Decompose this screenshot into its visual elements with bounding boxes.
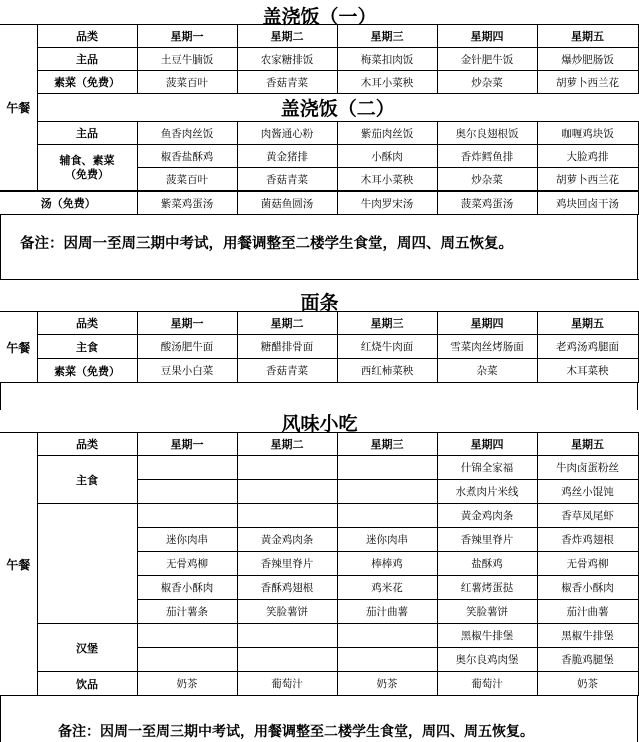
menu-cell: 木耳小菜秧 bbox=[337, 71, 437, 94]
menu-cell: 牛肉卤蛋粉丝 bbox=[537, 456, 638, 480]
header-wed: 星期三 bbox=[337, 312, 437, 335]
header-thu: 星期四 bbox=[437, 433, 537, 456]
menu-cell: 金针肥牛饭 bbox=[437, 48, 537, 71]
menu-cell: 肉酱通心粉 bbox=[237, 122, 337, 145]
menu-cell: 牛肉罗宋汤 bbox=[337, 192, 437, 215]
lunch-label: 午餐 bbox=[0, 433, 37, 696]
section-title-gaijiao-2: 盖浇饭（二） bbox=[37, 94, 638, 122]
row-label-veg: 素菜（免费） bbox=[37, 359, 137, 383]
header-fri: 星期五 bbox=[537, 433, 638, 456]
header-tue: 星期二 bbox=[237, 433, 337, 456]
menu-cell: 木耳小菜秧 bbox=[337, 168, 437, 191]
menu-cell: 黄金猪排 bbox=[237, 145, 337, 168]
menu-cell: 迷你肉串 bbox=[337, 528, 437, 552]
header-mon: 星期一 bbox=[137, 25, 237, 48]
menu-cell: 老鸡汤鸡腿面 bbox=[537, 335, 638, 359]
gaijiao-table bbox=[0, 24, 639, 191]
row-label-main: 主品 bbox=[37, 48, 137, 71]
menu-cell: 茄汁薯条 bbox=[137, 600, 237, 624]
menu-cell: 椒香小酥肉 bbox=[537, 576, 638, 600]
row-label-staple: 主食 bbox=[37, 335, 137, 359]
menu-cell: 奶茶 bbox=[337, 672, 437, 696]
menu-cell: 木耳菜秧 bbox=[537, 359, 638, 383]
menu-cell: 迷你肉串 bbox=[137, 528, 237, 552]
menu-cell: 葡萄汁 bbox=[237, 672, 337, 696]
menu-cell: 红薯烤蛋挞 bbox=[437, 576, 537, 600]
menu-cell bbox=[337, 504, 437, 528]
snacks-table bbox=[0, 432, 639, 696]
menu-cell: 西红柿菜秧 bbox=[337, 359, 437, 383]
menu-cell: 红烧牛肉面 bbox=[337, 335, 437, 359]
menu-cell: 菠菜百叶 bbox=[137, 71, 237, 94]
menu-cell: 杂菜 bbox=[437, 359, 537, 383]
lunch-label: 午餐 bbox=[0, 25, 37, 191]
menu-cell: 大脸鸡排 bbox=[537, 145, 638, 168]
menu-cell: 爆炒肥肠饭 bbox=[537, 48, 638, 71]
menu-cell: 香菇青菜 bbox=[237, 168, 337, 191]
menu-cell: 黑椒牛排堡 bbox=[437, 624, 537, 648]
row-label-snack bbox=[37, 504, 137, 624]
menu-cell: 菌菇鱼圆汤 bbox=[237, 192, 337, 215]
menu-cell: 胡萝卜西兰花 bbox=[537, 71, 638, 94]
menu-cell: 农家糖排饭 bbox=[237, 48, 337, 71]
row-label-side-line1: 辅食、素菜 bbox=[59, 153, 115, 167]
note-snacks: 备注：因周一至周三期中考试，用餐调整至二楼学生食堂，周四、周五恢复。 bbox=[58, 724, 534, 740]
menu-cell: 香辣里脊片 bbox=[237, 552, 337, 576]
menu-cell bbox=[137, 504, 237, 528]
menu-cell bbox=[237, 648, 337, 672]
menu-cell: 水煮肉片米线 bbox=[437, 480, 537, 504]
menu-cell: 菠菜鸡蛋汤 bbox=[437, 192, 537, 215]
row-label-side-line2: （免费） bbox=[65, 167, 109, 181]
menu-cell: 香菇青菜 bbox=[237, 359, 337, 383]
menu-cell: 豆果小白菜 bbox=[137, 359, 237, 383]
menu-cell bbox=[337, 456, 437, 480]
menu-cell: 鸡丝小馄饨 bbox=[537, 480, 638, 504]
menu-cell: 香草凤尾虾 bbox=[537, 504, 638, 528]
row-label-side bbox=[37, 145, 137, 191]
menu-cell: 炒杂菜 bbox=[437, 168, 537, 191]
lunch-label: 午餐 bbox=[0, 312, 37, 383]
menu-cell: 香辣里脊片 bbox=[437, 528, 537, 552]
row-label-burger: 汉堡 bbox=[37, 624, 137, 672]
header-wed: 星期三 bbox=[337, 433, 437, 456]
menu-cell bbox=[137, 624, 237, 648]
section-title-gaijiao-1: 盖浇饭（一） bbox=[262, 6, 377, 28]
menu-cell: 棒棒鸡 bbox=[337, 552, 437, 576]
menu-cell: 紫茄肉丝饭 bbox=[337, 122, 437, 145]
menu-cell: 鱼香肉丝饭 bbox=[137, 122, 237, 145]
header-fri: 星期五 bbox=[537, 25, 638, 48]
menu-cell: 椒香盐酥鸡 bbox=[137, 145, 237, 168]
menu-cell: 炒杂菜 bbox=[437, 71, 537, 94]
menu-cell: 梅菜扣肉饭 bbox=[337, 48, 437, 71]
menu-cell bbox=[137, 456, 237, 480]
header-category: 品类 bbox=[37, 25, 137, 48]
menu-cell: 茄汁曲薯 bbox=[537, 600, 638, 624]
header-category: 品类 bbox=[37, 312, 137, 335]
menu-cell bbox=[337, 624, 437, 648]
menu-cell: 香炸鸡翅根 bbox=[537, 528, 638, 552]
header-category: 品类 bbox=[37, 433, 137, 456]
soup-table bbox=[0, 191, 639, 215]
menu-cell: 葡萄汁 bbox=[437, 672, 537, 696]
noodles-table bbox=[0, 311, 639, 383]
note-gaijiao: 备注：因周一至周三期中考试，用餐调整至二楼学生食堂，周四、周五恢复。 bbox=[20, 235, 513, 252]
header-thu: 星期四 bbox=[437, 25, 537, 48]
menu-cell bbox=[137, 480, 237, 504]
header-thu: 星期四 bbox=[437, 312, 537, 335]
menu-cell: 糖醋排骨面 bbox=[237, 335, 337, 359]
menu-cell: 菠菜百叶 bbox=[137, 168, 237, 191]
row-label-staple: 主食 bbox=[37, 456, 137, 504]
menu-cell: 香酥鸡翅根 bbox=[237, 576, 337, 600]
menu-cell: 黑椒牛排堡 bbox=[537, 624, 638, 648]
menu-cell: 笑脸薯饼 bbox=[437, 600, 537, 624]
menu-cell: 香脆鸡腿堡 bbox=[537, 648, 638, 672]
menu-cell: 紫菜鸡蛋汤 bbox=[137, 192, 237, 215]
menu-cell: 鸡块回卤干汤 bbox=[537, 192, 638, 215]
section-title-snacks: 风味小吃 bbox=[281, 413, 358, 435]
menu-cell: 土豆牛腩饭 bbox=[137, 48, 237, 71]
menu-cell: 椒香小酥肉 bbox=[137, 576, 237, 600]
header-tue: 星期二 bbox=[237, 25, 337, 48]
header-fri: 星期五 bbox=[537, 312, 638, 335]
menu-cell: 鸡米花 bbox=[337, 576, 437, 600]
menu-cell bbox=[237, 624, 337, 648]
menu-cell: 茄汁曲薯 bbox=[337, 600, 437, 624]
menu-cell: 笑脸薯饼 bbox=[237, 600, 337, 624]
header-mon: 星期一 bbox=[137, 312, 237, 335]
header-wed: 星期三 bbox=[337, 25, 437, 48]
menu-cell: 雪菜肉丝烤肠面 bbox=[437, 335, 537, 359]
menu-cell bbox=[237, 480, 337, 504]
row-label-main: 主品 bbox=[37, 122, 137, 145]
menu-cell: 奥尔良翅根饭 bbox=[437, 122, 537, 145]
row-label-drink: 饮品 bbox=[37, 672, 137, 696]
menu-cell: 奶茶 bbox=[537, 672, 638, 696]
menu-cell: 小酥肉 bbox=[337, 145, 437, 168]
menu-cell: 酸汤肥牛面 bbox=[137, 335, 237, 359]
menu-cell bbox=[337, 480, 437, 504]
menu-cell: 香菇青菜 bbox=[237, 71, 337, 94]
row-label-soup: 汤（免费） bbox=[0, 192, 137, 215]
menu-cell: 无骨鸡柳 bbox=[137, 552, 237, 576]
menu-cell: 胡萝卜西兰花 bbox=[537, 168, 638, 191]
menu-cell: 香炸鳕鱼排 bbox=[437, 145, 537, 168]
row-label-veg: 素菜（免费） bbox=[37, 71, 137, 94]
menu-cell: 奶茶 bbox=[137, 672, 237, 696]
menu-cell: 黄金鸡肉条 bbox=[237, 528, 337, 552]
menu-cell bbox=[237, 504, 337, 528]
menu-cell: 盐酥鸡 bbox=[437, 552, 537, 576]
menu-cell bbox=[237, 456, 337, 480]
menu-cell: 奥尔良鸡肉堡 bbox=[437, 648, 537, 672]
header-mon: 星期一 bbox=[137, 433, 237, 456]
menu-cell: 无骨鸡柳 bbox=[537, 552, 638, 576]
menu-cell: 黄金鸡肉条 bbox=[437, 504, 537, 528]
header-tue: 星期二 bbox=[237, 312, 337, 335]
menu-cell bbox=[137, 648, 237, 672]
menu-cell: 咖喱鸡块饭 bbox=[537, 122, 638, 145]
section-title-noodles: 面条 bbox=[300, 292, 339, 314]
menu-cell bbox=[337, 648, 437, 672]
menu-cell: 什锦全家福 bbox=[437, 456, 537, 480]
